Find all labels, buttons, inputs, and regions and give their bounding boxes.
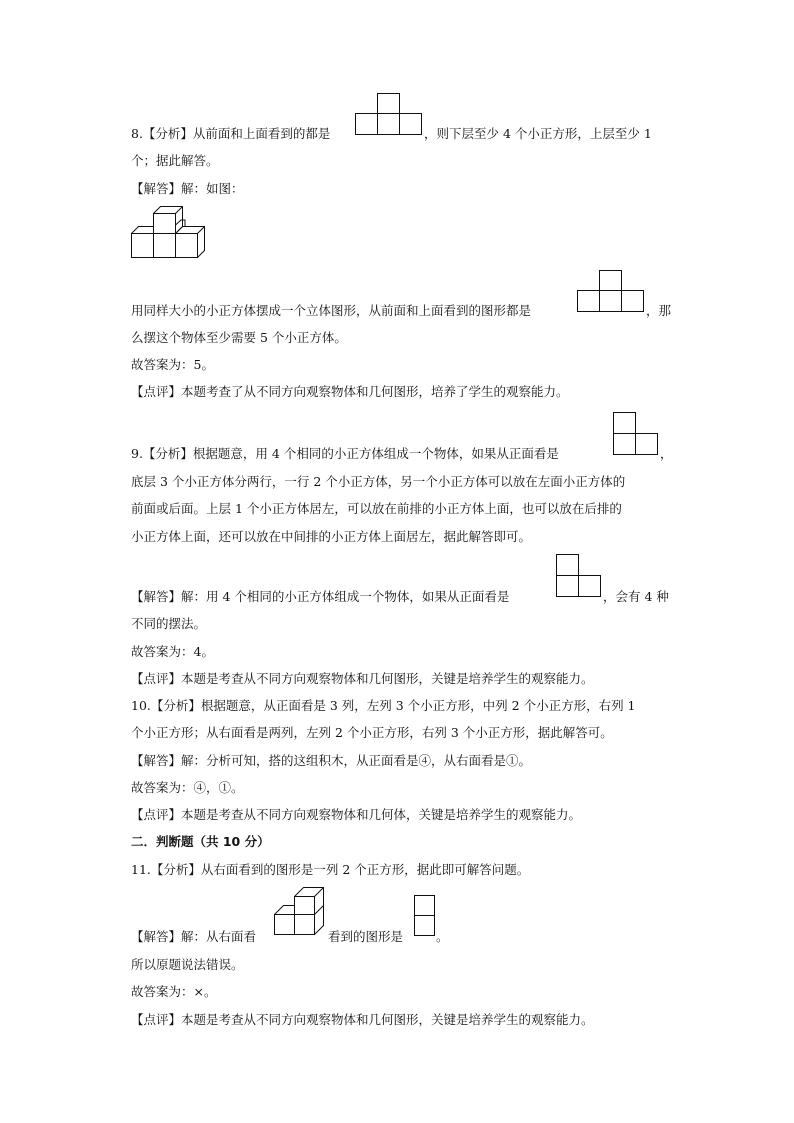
q11-comment bbox=[131, 1011, 594, 1029]
q8-answer-line2 bbox=[131, 329, 347, 347]
q8-result bbox=[131, 356, 214, 374]
q10-analysis-text-a: 10.【分析】根据题意，从正面看是 3 列，左列 3 个小正方形，中列 2 个小正方形，右列 1 bbox=[131, 698, 636, 713]
q11-answer-text-a: 【解答】解：从右面看 bbox=[131, 929, 257, 944]
q11-conclusion bbox=[131, 956, 244, 974]
front-top-view-figure-2 bbox=[576, 269, 646, 313]
q8-answer-text-b: ，那 bbox=[646, 303, 672, 318]
section-heading-text: 二．判断题（共 10 分） bbox=[131, 834, 270, 849]
q8-analysis-text-c: 个；据此解答。 bbox=[131, 153, 219, 168]
q9-analysis-line1 bbox=[131, 445, 559, 463]
l-shape-view-figure-2 bbox=[555, 553, 603, 599]
q10-answer-text: 【解答】解：分析可知，搭的这组积木，从正面看是④，从右面看是①。 bbox=[131, 753, 532, 768]
q11-answer-line1c bbox=[436, 928, 449, 946]
q9-analysis-line4 bbox=[131, 528, 531, 546]
q8-answer-intro-text: 【解答】解：如图： bbox=[131, 181, 244, 196]
q10-result bbox=[131, 779, 244, 797]
q11-conclusion-text: 所以原题说法错误。 bbox=[131, 957, 244, 972]
cube-stack-figure bbox=[131, 205, 207, 259]
q9-answer-text-a: 【解答】解：用 4 个相同的小正方体组成一个物体，如果从正面看是 bbox=[131, 589, 510, 604]
q10-analysis-line1 bbox=[131, 697, 636, 715]
q9-answer-text-c: 不同的摆法。 bbox=[131, 616, 207, 631]
q9-analysis-text-b: ， bbox=[660, 446, 673, 461]
q8-analysis-text-a: 8.【分析】从前面和上面看到的都是 bbox=[131, 126, 331, 141]
q11-result-text: 故答案为：×。 bbox=[131, 984, 217, 999]
q8-answer-text-a: 用同样大小的小正方体摆成一个立体图形，从前面和上面看到的图形都是 bbox=[131, 303, 532, 318]
q9-analysis-line2 bbox=[131, 473, 625, 491]
q9-analysis-text-c: 底层 3 个小正方体分两行，一行 2 个小正方体，另一个小正方体可以放在左面小正方体的 bbox=[131, 474, 626, 489]
q11-comment-text: 【点评】本题是考查从不同方向观察物体和几何图形，关键是培养学生的观察能力。 bbox=[131, 1012, 594, 1027]
q8-comment-text: 【点评】本题考查了从不同方向观察物体和几何图形，培养了学生的观察能力。 bbox=[131, 384, 569, 399]
q9-answer-text-b: ，会有 4 种 bbox=[603, 589, 669, 604]
q11-answer-line1b bbox=[328, 928, 403, 946]
l-shape-view-figure bbox=[612, 411, 660, 457]
q9-answer-line2 bbox=[131, 615, 206, 633]
q8-analysis-line2 bbox=[131, 152, 219, 170]
q9-result bbox=[131, 643, 214, 661]
q8-analysis-line1 bbox=[131, 125, 330, 143]
q8-analysis-text-b: ，则下层至少 4 个小正方形，上层至少 1 bbox=[424, 126, 652, 141]
q9-analysis-text-e: 小正方体上面，还可以放在中间排的小正方体上面居左，据此解答即可。 bbox=[131, 529, 532, 544]
q9-analysis-line3 bbox=[131, 500, 622, 518]
q11-answer-text-c: 。 bbox=[436, 929, 449, 944]
q9-analysis-text-a: 9.【分析】根据题意，用 4 个相同的小正方体组成一个物体，如果从正面看是 bbox=[131, 446, 559, 461]
q11-result bbox=[131, 983, 216, 1001]
q9-comment bbox=[131, 670, 594, 688]
q10-result-text: 故答案为：④，①。 bbox=[131, 780, 244, 795]
q8-answer-line1 bbox=[131, 302, 531, 320]
q11-answer-line1 bbox=[131, 928, 256, 946]
q8-answer-text-c: 么摆这个物体至少需要 5 个小正方体。 bbox=[131, 330, 347, 345]
front-top-view-figure bbox=[354, 92, 424, 136]
q10-analysis-line2 bbox=[131, 724, 613, 742]
q9-comment-text: 【点评】本题是考查从不同方向观察物体和几何图形，关键是培养学生的观察能力。 bbox=[131, 671, 594, 686]
q9-answer-line1b bbox=[603, 588, 669, 606]
q8-answer-line1b bbox=[646, 302, 671, 320]
q8-analysis-line1b bbox=[424, 125, 652, 143]
section-heading bbox=[131, 833, 270, 851]
q9-analysis-text-d: 前面或后面。上层 1 个小正方体居左，可以放在前排的小正方体上面，也可以放在后排的 bbox=[131, 501, 622, 516]
q11-analysis bbox=[131, 861, 529, 879]
q8-comment bbox=[131, 383, 569, 401]
q10-analysis-text-b: 个小正方形；从右面看是两列，左列 2 个小正方形，右列 3 个小正方形，据此解答可。 bbox=[131, 725, 613, 740]
q8-answer-intro bbox=[131, 180, 244, 198]
q8-result-text: 故答案为：5。 bbox=[131, 357, 214, 372]
q10-answer bbox=[131, 752, 531, 770]
q11-analysis-text: 11.【分析】从右面看到的图形是一列 2 个正方形，据此即可解答问题。 bbox=[131, 862, 530, 877]
q9-answer-line1 bbox=[131, 588, 509, 606]
q9-result-text: 故答案为：4。 bbox=[131, 644, 214, 659]
q10-comment-text: 【点评】本题是考查从不同方向观察物体和几何体，关键是培养学生的观察能力。 bbox=[131, 807, 582, 822]
two-square-column-figure bbox=[413, 894, 437, 938]
right-view-3d-figure bbox=[272, 886, 328, 938]
q10-comment bbox=[131, 806, 581, 824]
q9-analysis-line1b bbox=[660, 445, 673, 463]
q11-answer-text-b: 看到的图形是 bbox=[328, 929, 404, 944]
